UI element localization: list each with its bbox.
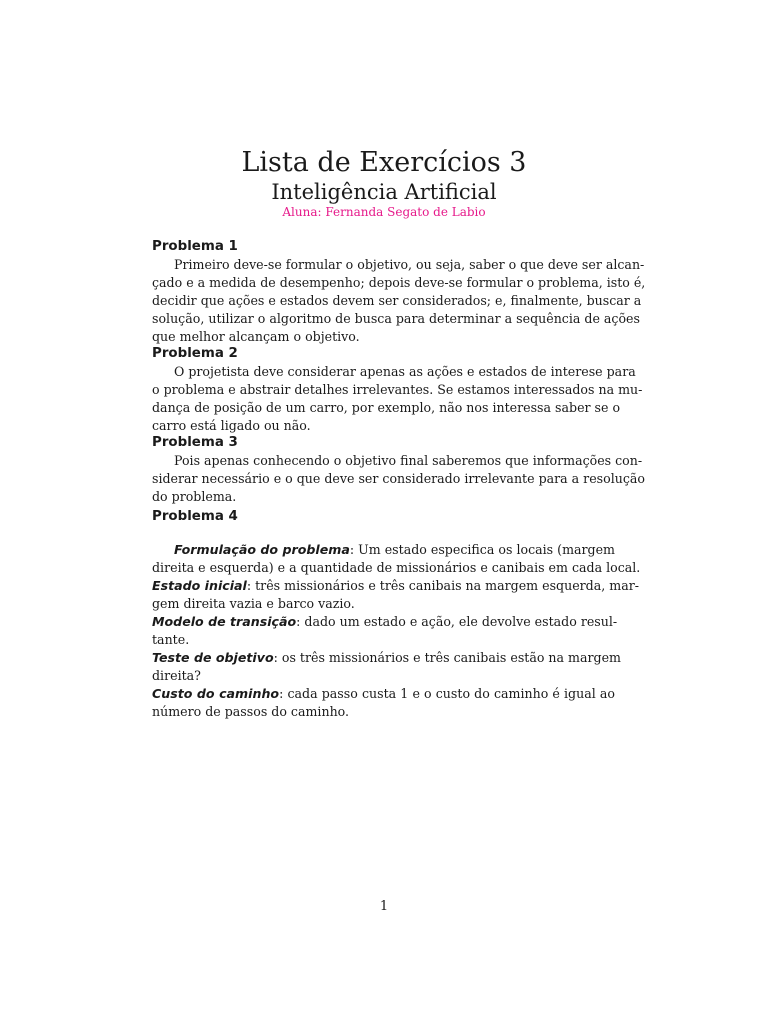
formulacao-text: : Um estado especifica os locais (margem xyxy=(349,542,615,557)
teste-text: : os três missionários e três canibais estão na margem xyxy=(273,650,621,665)
modelo-line xyxy=(152,613,618,631)
page-number: 1 xyxy=(379,899,389,914)
document-subtitle: Inteligência Artificial xyxy=(271,180,497,204)
problem-1-line: que melhor alcançam o objetivo. xyxy=(152,329,360,344)
problem-1-line: Primeiro deve-se formular o objetivo, ou seja, saber o que deve ser alcan- xyxy=(174,257,645,272)
problem-2-line: carro está ligado ou não. xyxy=(152,418,311,433)
formulacao-cont: direita e esquerda) e a quantidade de missionários e canibais em cada local. xyxy=(152,560,641,575)
problem-3-heading: Problema 3 xyxy=(152,435,238,450)
modelo-text: : dado um estado e ação, ele devolve estado resul- xyxy=(296,614,618,629)
modelo-label: Modelo de transição xyxy=(152,614,297,629)
author-line: Aluna: Fernanda Segato de Labio xyxy=(282,205,486,219)
custo-cont: número de passos do caminho. xyxy=(152,704,350,719)
estado-label: Estado inicial xyxy=(152,578,247,593)
problem-2-line: dança de posição de um carro, por exemplo, não nos interessa saber se o xyxy=(152,400,621,415)
modelo-cont: tante. xyxy=(152,632,190,647)
problem-1-line: decidir que ações e estados devem ser considerados; e, finalmente, buscar a xyxy=(152,293,642,308)
problem-3-text xyxy=(152,452,645,506)
formulacao-label: Formulação do problema xyxy=(174,542,350,557)
formulacao-line xyxy=(152,541,615,559)
problem-4-text xyxy=(152,541,641,721)
problem-3-line: do problema. xyxy=(152,489,237,504)
problem-2-line: O projetista deve considerar apenas as ações e estados de interese para xyxy=(174,364,636,379)
problem-2-line: o problema e abstrair detalhes irrelevantes. Se estamos interessados na mu- xyxy=(152,382,643,397)
problem-2-heading: Problema 2 xyxy=(152,346,238,361)
custo-text: : cada passo custa 1 e o custo do caminho é igual ao xyxy=(279,686,615,701)
problem-3-line: siderar necessário e o que deve ser considerado irrelevante para a resolução xyxy=(152,471,645,486)
estado-line xyxy=(152,577,639,595)
problem-1-line: çado e a medida de desempenho; depois deve-se formular o problema, isto é, xyxy=(152,275,646,290)
estado-text: : três missionários e três canibais na margem esquerda, mar- xyxy=(246,578,639,593)
custo-line xyxy=(152,685,615,703)
problem-1-line: solução, utilizar o algoritmo de busca para determinar a sequência de ações xyxy=(152,311,640,326)
document-title: Lista de Exercícios 3 xyxy=(241,147,527,178)
problem-2-text xyxy=(152,363,643,435)
estado-cont: gem direita vazia e barco vazio. xyxy=(152,596,355,611)
teste-line xyxy=(152,649,621,667)
problem-4-heading: Problema 4 xyxy=(152,509,238,524)
teste-label: Teste de objetivo xyxy=(152,650,274,665)
problem-3-line: Pois apenas conhecendo o objetivo final saberemos que informações con- xyxy=(174,453,643,468)
problem-1-text xyxy=(152,256,646,346)
custo-label: Custo do caminho xyxy=(152,686,280,701)
problem-1-heading: Problema 1 xyxy=(152,239,238,254)
teste-cont: direita? xyxy=(152,668,201,683)
